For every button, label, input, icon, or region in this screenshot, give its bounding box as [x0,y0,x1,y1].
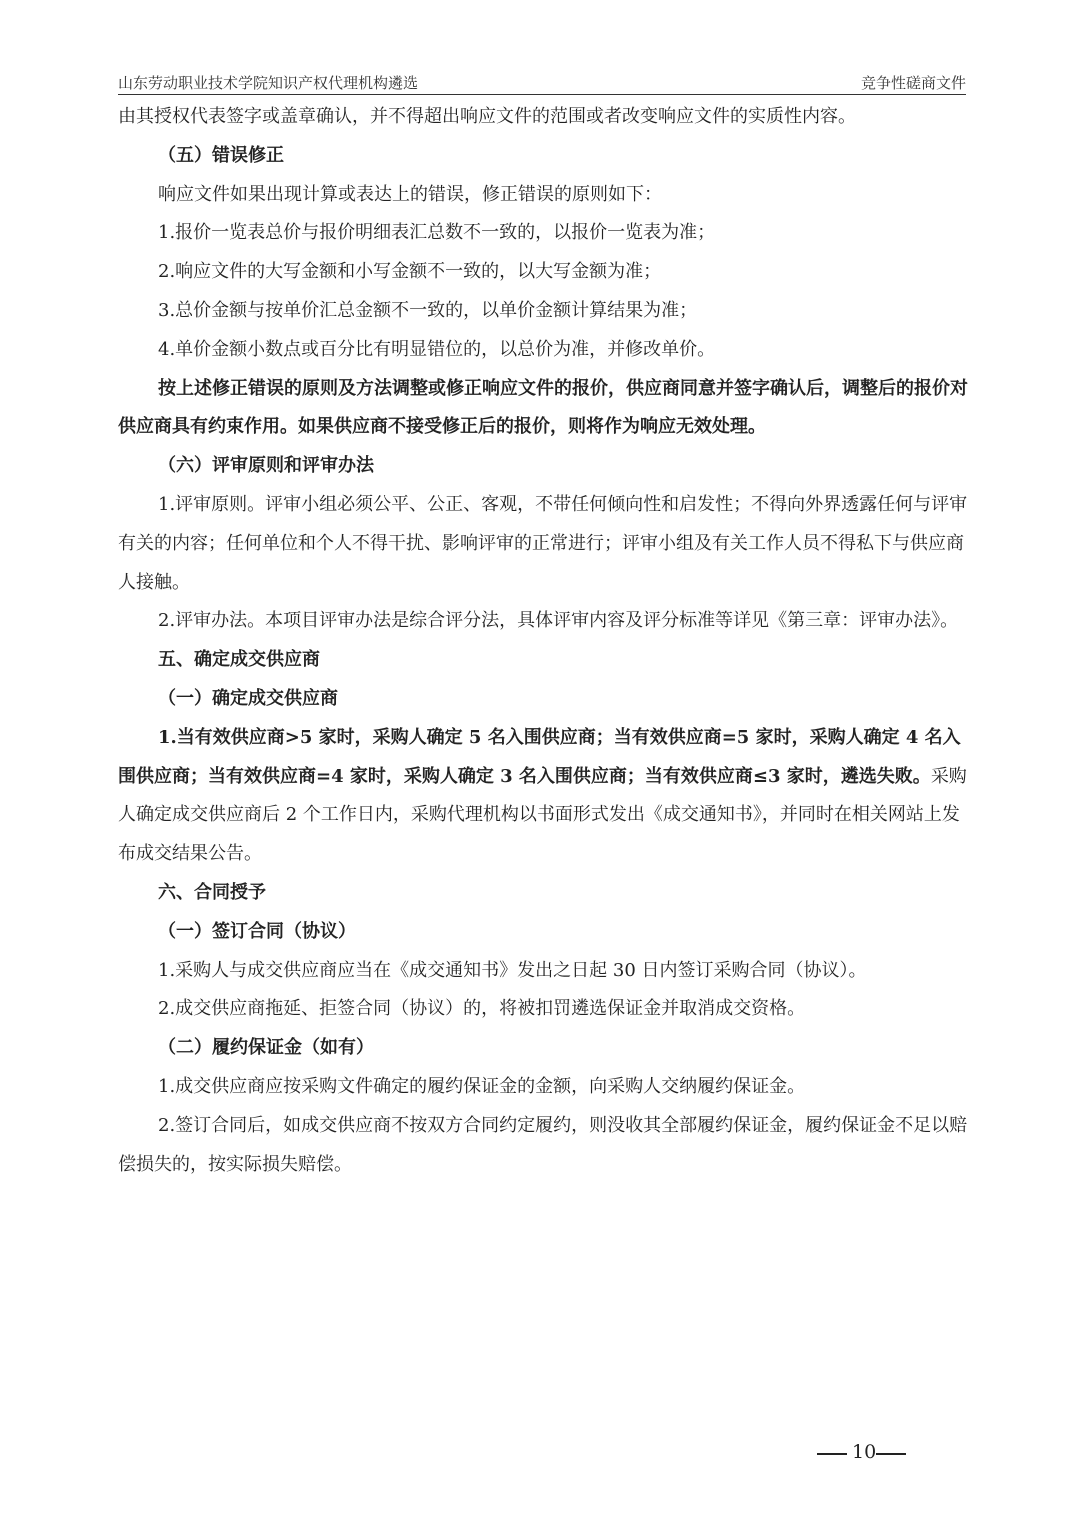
paragraph-continued: 由其授权代表签字或盖章确认，并不得超出响应文件的范围或者改变响应文件的实质性内容。 [118,106,856,127]
document-body [118,98,968,1184]
heading-section-5: 五、确定成交供应商 [158,649,320,671]
heading-error-correction: （五）错误修正 [158,144,284,166]
list-item-contract-2: 2.成交供应商拖延、拒签合同（协议）的，将被扣罚遴选保证金并取消成交资格。 [158,998,806,1020]
footer-dash-right [876,1453,906,1455]
header-doc-type: 竞争性磋商文件 [860,74,966,92]
list-item-contract-1: 1.采购人与成交供应商应当在《成交通知书》发出之日起 30 日内签订采购合同（协议）。 [158,959,867,981]
deal-rules-normal: 采购人确定成交供应商后 2 个工作日内，采购代理机构以书面形式发出《成交通知书》，并同时在相关网站上发布成交结果公告。 [118,765,967,865]
heading-section-6-2: （二）履约保证金（如有） [158,1037,374,1059]
heading-section-6: 六、合同授予 [158,881,266,903]
list-item-correction-1: 1.报价一览表总价与报价明细表汇总数不一致的，以报价一览表为准； [158,222,716,244]
page-footer [812,1436,912,1472]
heading-review-principles: （六）评审原则和评审办法 [158,455,374,477]
list-item-review-1: 1.评审原则。评审小组必须公平、公正、客观，不带任何倾向性和启发性；不得向外界透露任何与评审有关的内容；任何单位和个人不得干扰、影响评审的正常进行；评审小组及有关工作人员不得私下与供应商人接触。 [118,493,968,593]
list-item-correction-3: 3.总价金额与按单价汇总金额不一致的，以单价金额计算结果为准； [158,299,698,321]
list-item-review-2: 2.评审办法。本项目评审办法是综合评分法，具体评审内容及评分标准等详见《第三章：评审办法》。 [158,610,959,632]
list-item-correction-4: 4.单价金额小数点或百分比有明显错位的，以总价为准，并修改单价。 [158,338,716,360]
list-item-bond-2: 2.签订合同后，如成交供应商不按双方合同约定履约，则没收其全部履约保证金，履约保证金不足以赔偿损失的，按实际损失赔偿。 [118,1114,968,1175]
heading-section-6-1: （一）签订合同（协议） [158,920,356,942]
paragraph-deal-rules [118,719,968,874]
footer-dash-left [817,1453,847,1455]
paragraph-correction-intro: 响应文件如果出现计算或表达上的错误，修正错误的原则如下： [158,183,662,205]
header-title: 山东劳动职业技术学院知识产权代理机构遴选 [118,74,419,92]
paragraph-correction-binding: 按上述修正错误的原则及方法调整或修正响应文件的报价，供应商同意并签字确认后，调整后的报价对供应商具有约束作用。如果供应商不接受修正后的报价，则将作为响应无效处理。 [118,377,968,438]
list-item-correction-2: 2.响应文件的大写金额和小写金额不一致的，以大写金额为准； [158,261,662,283]
list-item-bond-1: 1.成交供应商应按采购文件确定的履约保证金的金额，向采购人交纳履约保证金。 [158,1075,806,1097]
heading-section-5-1: （一）确定成交供应商 [158,687,338,709]
page-number: 10 [852,1441,877,1463]
page-header [118,66,966,95]
deal-rules-bold: 1.当有效供应商>5 家时，采购人确定 5 名入围供应商；当有效供应商=5 家时，采购人确定 4 名入围供应商；当有效供应商=4 家时，采购人确定 3 名入围供应商；当有效供应商≤3 家时，遴选失败。 [118,726,961,787]
